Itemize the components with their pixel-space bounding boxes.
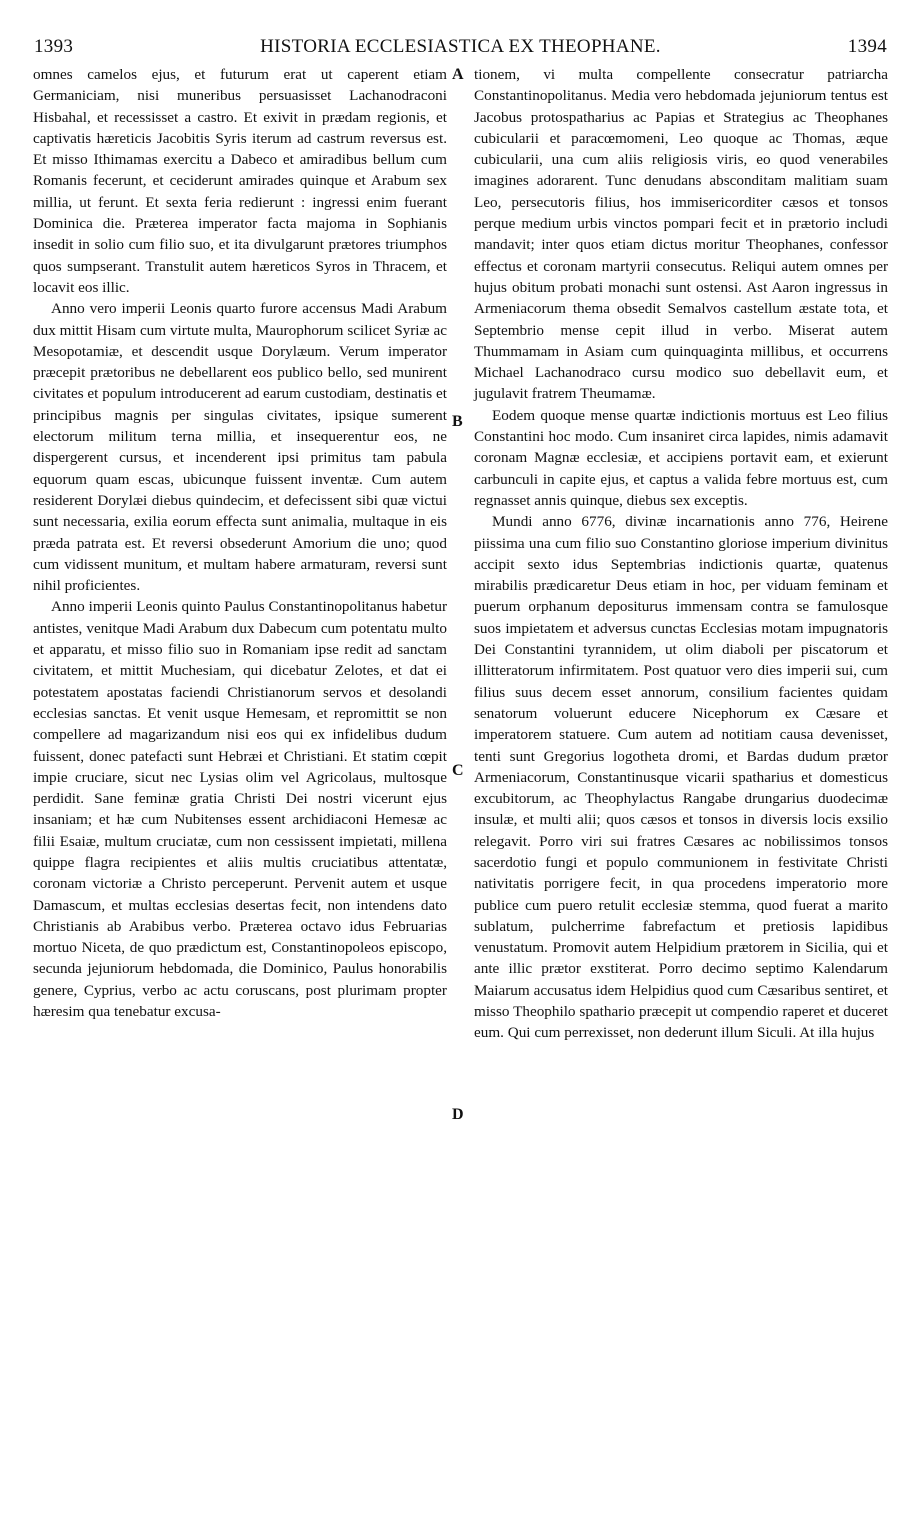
running-header xyxy=(34,36,887,62)
paragraph: Anno imperii Leonis quinto Paulus Constantinopolitanus habetur antistes, venitque Madi Arabum dux Dabecum cum potentatu multo et apparatu, et misso filio suo in Romaniam ipse redit ad sanctam civitatem, et mittit Muchesiam, qui dicebatur Zelotes, et dat ei potestatem apostatas faciendi Christianorum servos et desolandi ecclesias sanctas. Et venit usque Hemesam, et repromittit se non compellere ad magarizandum nisi eos qui ex infidelibus dudum fuissent, donec patefacti sunt Hebræi et Christiani. Et statim cœpit impie cruciare, sicut nec Lysias olim vel Agricolaus, multosque perdidit. Sane feminæ gratia Christi Dei nostri vicerunt ejus insaniam; et hæ cum Nubitenses essent archidiaconi Hemesæ ac filii Esaiæ, multum cruciatæ, cum non cessissent impietati, millena quippe flagra recipientes et aliis multis cruciatibus attentatæ, coronam victoriæ a Christo perceperunt. Pervenit autem et usque Damascum, et multas ecclesias desertas fecit, non intendens dato Christianis ab Arabibus verbo. Præterea octavo idus Februarias mortuo Niceta, de quo prædictum est, Constantinopoleos episcopo, secunda jejuniorum hebdomada, die Dominico, Paulus honorabilis genere, Cyprius, verbo ac actu coruscans, post plurimam propter hæresim qua tenebatur excusa- xyxy=(33,598,447,1021)
paragraph: Eodem quoque mense quartæ indictionis mortuus est Leo filius Constantini hoc modo. Cum insaniret circa lapides, nimis adamavit coronam Magnæ ecclesiæ, et accipiens portavit eam, et exierunt carbunculi in capite ejus, et captus a valida febre mortuus est, cum regnasset annis quinque, diebus sex exceptis. xyxy=(474,406,888,509)
section-marker-c: C xyxy=(452,762,464,779)
page-number-left: 1393 xyxy=(34,36,74,57)
paragraph: omnes camelos ejus, et futurum erat ut caperent etiam Germaniciam, nisi muneribus persuasisset Lachanodraconi Hisbahal, et recessisset a castro. Et exivit in prædam regionis, et captivatis hæreticis Jacobitis Syris iterum ad castrum reversus est. Et misso Ithimamas exercitu a Dabeco et amiradibus bellum cum Romanis fecerunt, et ceciderunt amirades quinque et Arabum sex millia, ut ferunt. Et sexta feria redierunt : ingressi enim fuerant Dominica die. Præterea imperator facta majoma in Sophianis insedit in solio cum filio suo, et ita divulgarunt prætores triumphos quos sumpserant. Transtulit autem hæreticos Syros in Thracem, et locavit eos illic. xyxy=(33,66,447,296)
paragraph: Anno vero imperii Leonis quarto furore accensus Madi Arabum dux mittit Hisam cum virtute multa, Maurophorum scilicet Syriæ ac Mesopotamiæ, et descendit usque Dorylæum. Verum imperator præcepit prætoribus ne debellarent eos publico bello, sed munirent civitates et populum introducerent ad earum custodiam, destinatis et principibus magnis per singulas civitates, ipsique sumerent electorum militum terna millia, et insequerentur eos, ne dispergerent cursus, et incenderent ipsi primitus tam pabula equorum quam escas, ubicunque fuissent inventæ. Cum autem residerent Dorylæi diebus quindecim, et defecissent sibi quæ victui sunt necessaria, exilia eorum effecta sunt animalia, multaque in eis præda patrata est. Et reversi obsederunt Amorium die uno; quod cum vidissent munitum, et multam habere armaturam, reversi sunt nihil proficientes. xyxy=(33,300,447,595)
paragraph: tionem, vi multa compellente consecratur patriarcha Constantinopolitanus. Media vero hebdomada jejuniorum tentus est Jacobus protospatharius ac Papias et Strategius ac Theophanes cubicularii et paracœmomeni, Leo quoque ac Thomas, æque cubicularii, una cum aliis religiosis viris, eo quod venerabiles imagines adorarent. Tunc denudans absconditam malitiam suam Leo, persecutoris filius, hos immisericorditer cæsos et tonsos perque medium urbis vinctos pompari fecit et in prætorio includi mandavit; inter quos etiam dictus moritur Theophanes, confessor effectus et coronam martyrii consecutus. Reliqui autem omnes per hujus obitum probati monachi sunt ostensi. Ast Aaron ingressus in Armeniacorum thema obsedit Semalvos castellum æstate tota, et Septembrio mense cepit illud in verbo. Miserat autem Thummamam in Asiam cum quinquaginta millibus, et occurrens Michael Lachanodraco cursu modico suo debellavit eum, et jugulavit fratrem Theumamæ. xyxy=(474,66,888,403)
right-column xyxy=(474,64,888,1044)
section-marker-a: A xyxy=(452,66,464,83)
section-marker-d: D xyxy=(452,1106,464,1123)
running-title: HISTORIA ECCLESIASTICA EX THEOPHANE. xyxy=(260,36,661,57)
section-marker-b: B xyxy=(452,413,463,430)
paragraph: Mundi anno 6776, divinæ incarnationis anno 776, Heirene piissima una cum filio suo Constantino gloriose imperium divinitus accipit sexto idus Septembrias indictionis quartæ, quatenus mirabilis prædicaretur Deus etiam in hoc, per viduam feminam et puerum orphanum depositurus immensam contra se famulosque suos impietatem et adversus cunctas Ecclesias motam impugnatoris Dei Constantini tyrannidem, ut olim diaboli per piscatorum et illitteratorum infirmitatem. Post quatuor vero dies imperii sui, cum filius suus decem esset annorum, consilium facientes quidam senatorum voluerunt educere Nicephorum ex Cæsare et imperatorem statuere. Cum autem ad notitiam causa devenisset, tenti sunt Gregorius logotheta dromi, et Bardas dudum prætor Armeniacorum, Constantinusque vicarii spatharius et domesticus excubitorum, ac Theophylactus Rangabe drungarius duodecimæ insulæ, et multi alii; quos cæsos et tonsos in diversis locis exsilio relegavit. Porro viri sui fratres Cæsares ac nobilissimos tonsos sacerdotio fungi et populo communionem in festivitate Christi nativitatis porrigere fecit, in qua procedens imperatorio more publice cum puero retulit ecclesiæ stemma, quod fuerat a marito sublatum, pulcherrime fabrefactum et pretiosis lapidibus venustatum. Promovit autem Helpidium prætorem in Sicilia, qui et ante illic prætor exstiterat. Porro decimo septimo Kalendarum Maiarum accusatus idem Helpidius quod cum Cæsaribus sentiret, et misso Theophilo spathario præcepit ut compendio raperet et duceret eum. Qui cum perrexisset, non dederunt illum Siculi. At illa hujus xyxy=(474,513,888,1042)
page-number-right: 1394 xyxy=(847,36,887,57)
left-column xyxy=(33,64,447,1022)
